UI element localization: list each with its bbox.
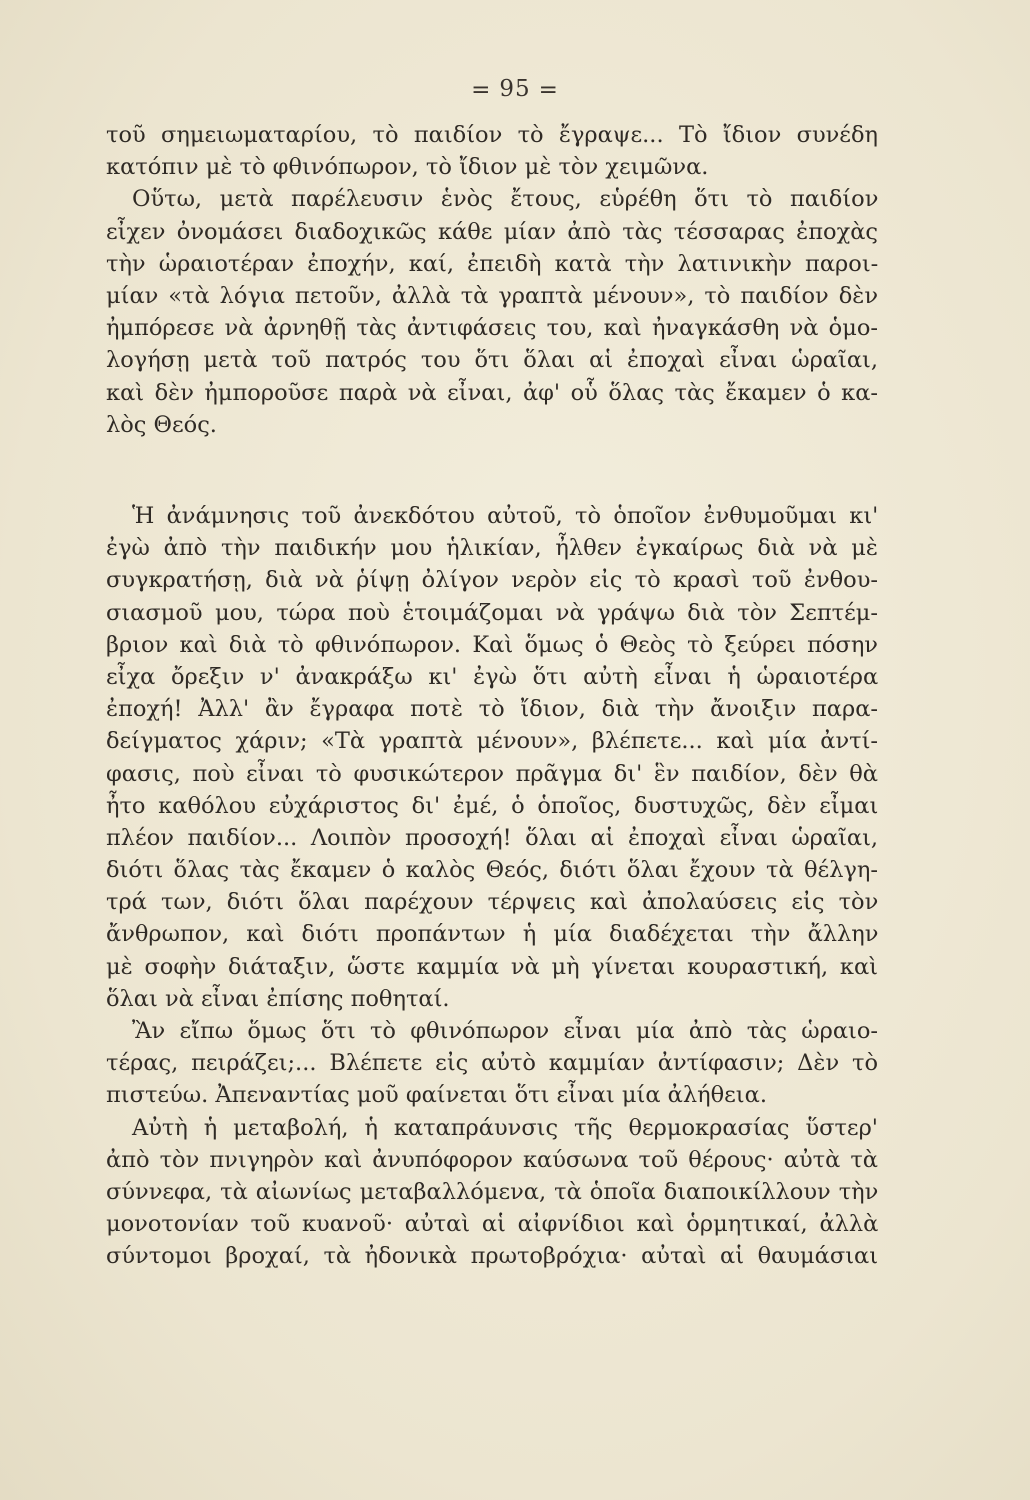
text-line: τρά των, διότι ὅλαι παρέχουν τέρψεις καὶ ἀπολαύσεις εἰς τὸν	[106, 889, 879, 916]
text-line: Αὐτὴ ἡ μεταβολή, ἡ καταπράυνσις τῆς θερμοκρασίας ὕστερ'	[132, 1114, 878, 1141]
text-line: σύντομοι βροχαί, τὰ ἠδονικὰ πρωτοβρόχια· αὐταὶ αἱ θαυμάσιαι	[106, 1243, 879, 1270]
text-line: ἐποχή! Ἀλλ' ἂν ἔγραφα ποτὲ τὸ ἴδιον, διὰ τὴν ἄνοιξιν παρα-	[106, 696, 878, 723]
text-line: ἦτο καθόλου εὐχάριστος δι' ἐμέ, ὁ ὁποῖος, δυστυχῶς, δὲν εἶμαι	[106, 792, 879, 819]
page-number	[0, 76, 1030, 103]
text-line: καὶ δὲν ἠμποροῦσε παρὰ νὰ εἶναι, ἀφ' οὗ ὅλας τὰς ἔκαμεν ὁ κα-	[106, 379, 878, 406]
text-line: σύννεφα, τὰ αἰωνίως μεταβαλλόμενα, τὰ ὁποῖα διαποικίλλουν τὴν	[106, 1178, 879, 1205]
paragraph-block-main	[106, 500, 878, 1273]
page-number-value: 95	[499, 76, 531, 102]
paragraph-block-continuation	[106, 119, 878, 441]
text-line: εἶχα ὄρεξιν ν' ἀνακράξω κι' ἐγὼ ὅτι αὐτὴ εἶναι ἡ ὡραιοτέρα	[106, 663, 879, 690]
text-line: κατόπιν μὲ τὸ φθινόπωρον, τὸ ἴδιον μὲ τὸν χειμῶνα.	[106, 154, 709, 181]
page-number-left-rule: =	[471, 77, 492, 103]
text-line: τὴν ὡραιοτέραν ἐποχήν, καί, ἐπειδὴ κατὰ τὴν λατινικὴν παροι-	[106, 250, 879, 277]
text-line: Ἡ ἀνάμνησις τοῦ ἀνεκδότου αὐτοῦ, τὸ ὁποῖον ἐνθυμοῦμαι κι'	[132, 503, 879, 529]
text-line: φασις, ποὺ εἶναι τὸ φυσικώτερον πρᾶγμα δι' ἓν παιδίον, δὲν θὰ	[106, 760, 878, 787]
text-line: Ἂν εἴπω ὅμως ὅτι τὸ φθινόπωρον εἶναι μία ἀπὸ τὰς ὡραιο-	[132, 1018, 878, 1044]
text-line: ἠμπόρεσε νὰ ἀρνηθῇ τὰς ἀντιφάσεις του, καὶ ἠναγκάσθη νὰ ὁμο-	[106, 315, 878, 342]
text-line: Οὕτω, μετὰ παρέλευσιν ἑνὸς ἔτους, εὑρέθη ὅτι τὸ παιδίον	[132, 186, 879, 213]
text-line: ἀπὸ τὸν πνιγηρὸν καὶ ἀνυπόφορον καύσωνα τοῦ θέρους· αὐτὰ τὰ	[106, 1146, 878, 1173]
text-line: ὅλαι νὰ εἶναι ἐπίσης ποθηταί.	[106, 985, 450, 1012]
text-line: λογήσῃ μετὰ τοῦ πατρός του ὅτι ὅλαι αἱ ἐποχαὶ εἶναι ὡραῖαι,	[106, 347, 878, 374]
text-line: μονοτονίαν τοῦ κυανοῦ· αὐταὶ αἱ αἰφνίδιοι καὶ ὁρμητικαί, ἀλλὰ	[106, 1211, 879, 1238]
text-line: τοῦ σημειωματαρίου, τὸ παιδίον τὸ ἔγραψε... Τὸ ἴδιον συνέδη	[106, 122, 878, 148]
text-line: πιστεύω. Ἀπεναντίας μοῦ φαίνεται ὅτι εἶναι μία ἀλήθεια.	[106, 1082, 767, 1109]
text-line: σιασμοῦ μου, τώρα ποὺ ἑτοιμάζομαι νὰ γράψω διὰ τὸν Σεπτέμ-	[106, 599, 878, 626]
text-line: μὲ σοφὴν διάταξιν, ὥστε καμμία νὰ μὴ γίνεται κουραστική, καὶ	[106, 953, 878, 980]
text-line: βριον καὶ διὰ τὸ φθινόπωρον. Καὶ ὅμως ὁ Θεὸς τὸ ξεύρει πόσην	[106, 631, 878, 658]
text-line: διότι ὅλας τὰς ἔκαμεν ὁ καλὸς Θεός, διότι ὅλαι ἔχουν τὰ θέλγη-	[106, 857, 878, 884]
text-line: λὸς Θεός.	[106, 411, 217, 438]
text-line: ἐγὼ ἀπὸ τὴν παιδικήν μου ἡλικίαν, ἦλθεν ἐγκαίρως διὰ νὰ μὲ	[106, 535, 878, 562]
text-line: εἶχεν ὀνομάσει διαδοχικῶς κάθε μίαν ἀπὸ τὰς τέσσαρας ἐποχὰς	[106, 218, 878, 245]
text-line: μίαν «τὰ λόγια πετοῦν, ἀλλὰ τὰ γραπτὰ μένουν», τὸ παιδίον δὲν	[106, 282, 878, 309]
text-line: ἄνθρωπον, καὶ διότι προπάντων ἡ μία διαδέχεται τὴν ἄλλην	[106, 921, 879, 948]
text-line: συγκρατήσῃ, διὰ νὰ ῥίψῃ ὀλίγον νερὸν εἰς τὸ κρασὶ τοῦ ἐνθου-	[106, 567, 878, 594]
page-number-right-rule: =	[538, 77, 559, 103]
text-line: τέρας, πειράζει;... Βλέπετε εἰς αὐτὸ καμμίαν ἀντίφασιν; Δὲν τὸ	[106, 1050, 878, 1077]
text-line: πλέον παιδίον... Λοιπὸν προσοχή! ὅλαι αἱ ἐποχαὶ εἶναι ὡραῖαι,	[106, 824, 879, 851]
text-line: δείγματος χάριν; «Τὰ γραπτὰ μένουν», βλέπετε... καὶ μία ἀντί-	[106, 728, 878, 755]
